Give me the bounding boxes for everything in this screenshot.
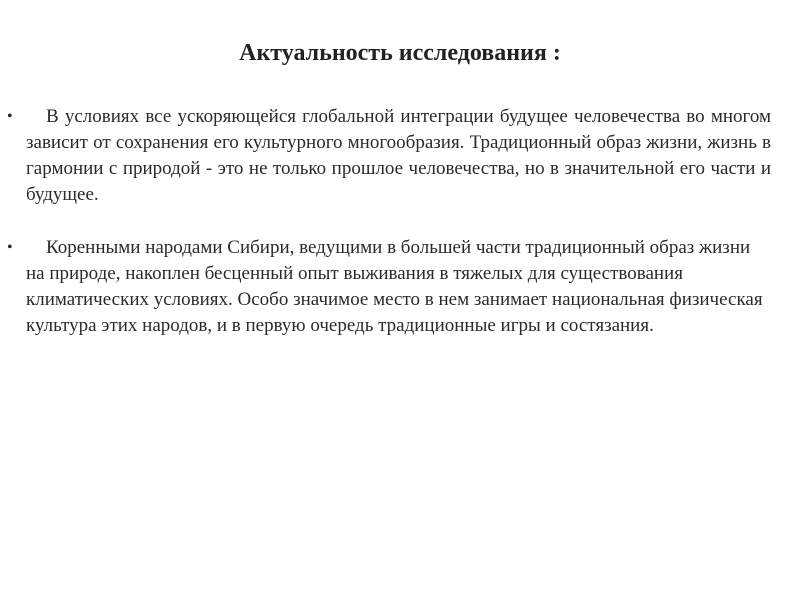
bullet-text: Коренными народами Сибири, ведущими в большей части традиционный образ жизни на природе, накоплен бесценный опыт выживания в тяжелых для существования климатических условиях. Особо значимое место в нем занимает национальная физическая культура этих народов, и в первую очередь традиционные игры и состязания.	[26, 237, 763, 336]
slide-title: Актуальность исследования :	[239, 40, 561, 66]
bullet-item	[7, 104, 771, 208]
bullet-text: В условиях все ускоряющейся глобальной интеграции будущее человечества во многом зависит от сохранения его культурного многообразия. Традиционный образ жизни, жизнь в гармонии с природой - это не только прошлое человечества, но в значительной его части и будущее.	[26, 106, 771, 205]
bullet-marker: •	[7, 108, 13, 125]
bullet-item	[7, 235, 771, 339]
bullet-marker: •	[7, 239, 13, 256]
